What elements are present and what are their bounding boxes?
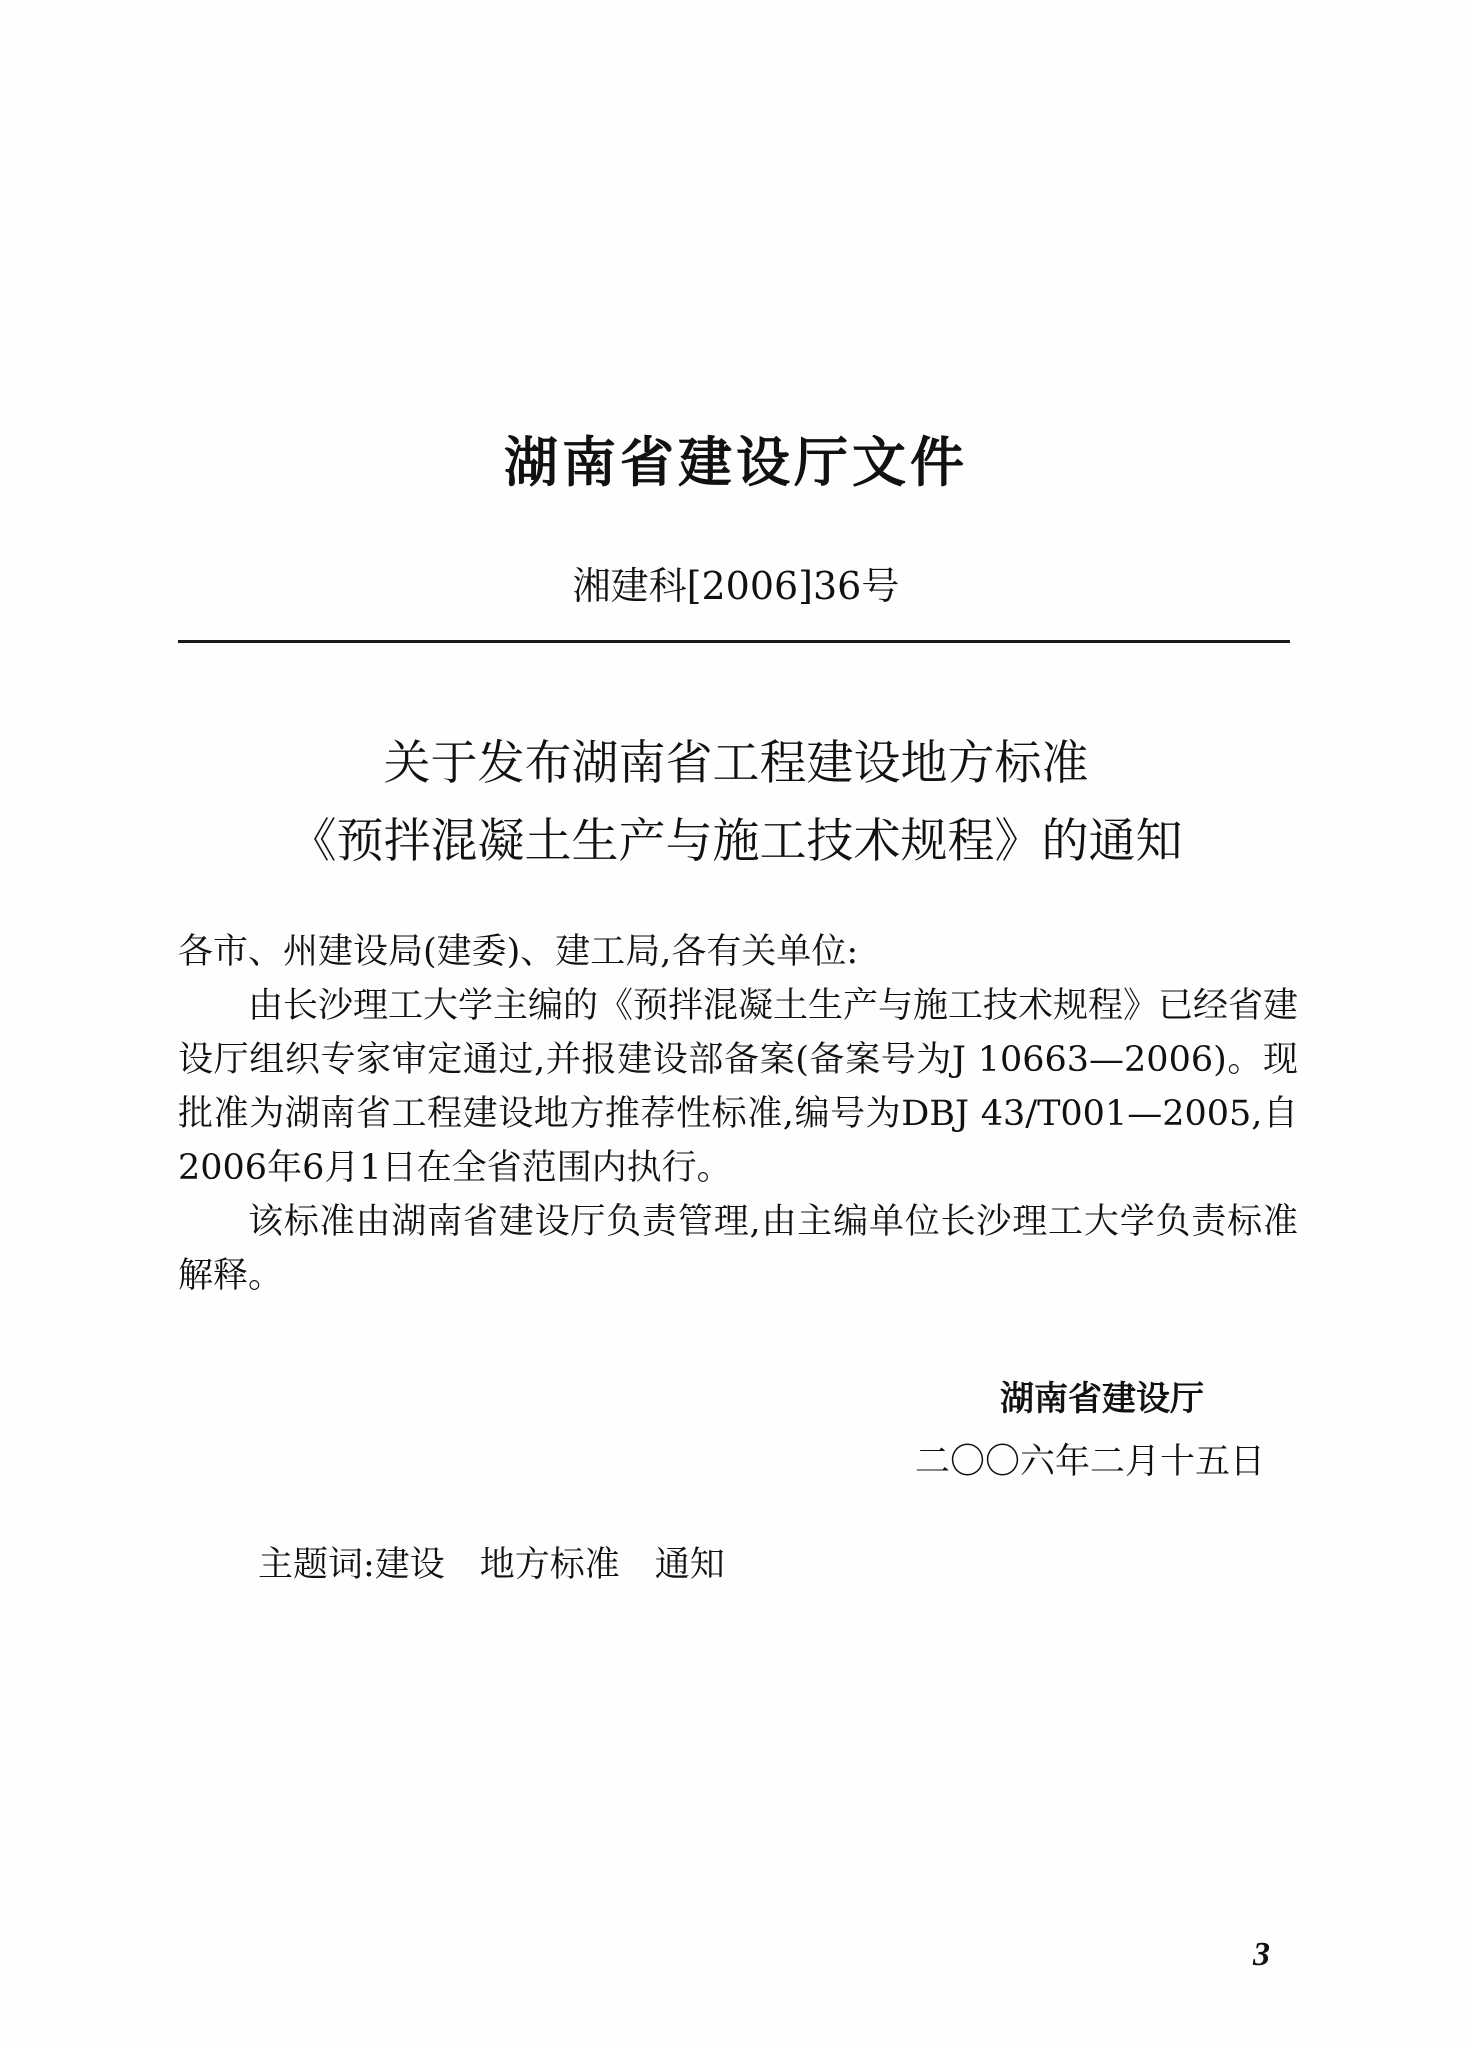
- page-number: 3: [1253, 1936, 1270, 1973]
- notice-title-line-2: 《预拌混凝土生产与施工技术规程》的通知: [289, 814, 1183, 869]
- issue-date: 二〇〇六年二月十五日: [915, 1442, 1266, 1482]
- document-header: 湖南省建设厅文件: [504, 431, 968, 494]
- document-number: 湘建科[2006]36号: [572, 564, 900, 608]
- addressee: 各市、州建设局(建委)、建工局,各有关单位:: [178, 932, 859, 972]
- keywords: 主题词:建设 地方标准 通知: [258, 1545, 725, 1585]
- notice-body: [178, 979, 1298, 1303]
- issuer-name: 湖南省建设厅: [1000, 1379, 1204, 1419]
- body-paragraph-2: 该标准由湖南省建设厅负责管理,由主编单位长沙理工大学负责标准解释。: [178, 1202, 1298, 1296]
- notice-title: [0, 725, 1472, 881]
- notice-title-line-1: 关于发布湖南省工程建设地方标准: [383, 736, 1089, 791]
- body-paragraph-1: 由长沙理工大学主编的《预拌混凝土生产与施工技术规程》已经省建设厅组织专家审定通过,并报建设部备案(备案号为J 10663—2006)。现批准为湖南省工程建设地方推荐性标准,编号为DBJ 43/T001—2005,自2006年6月1日在全省范围内执行。: [178, 986, 1299, 1188]
- header-rule: [178, 640, 1290, 643]
